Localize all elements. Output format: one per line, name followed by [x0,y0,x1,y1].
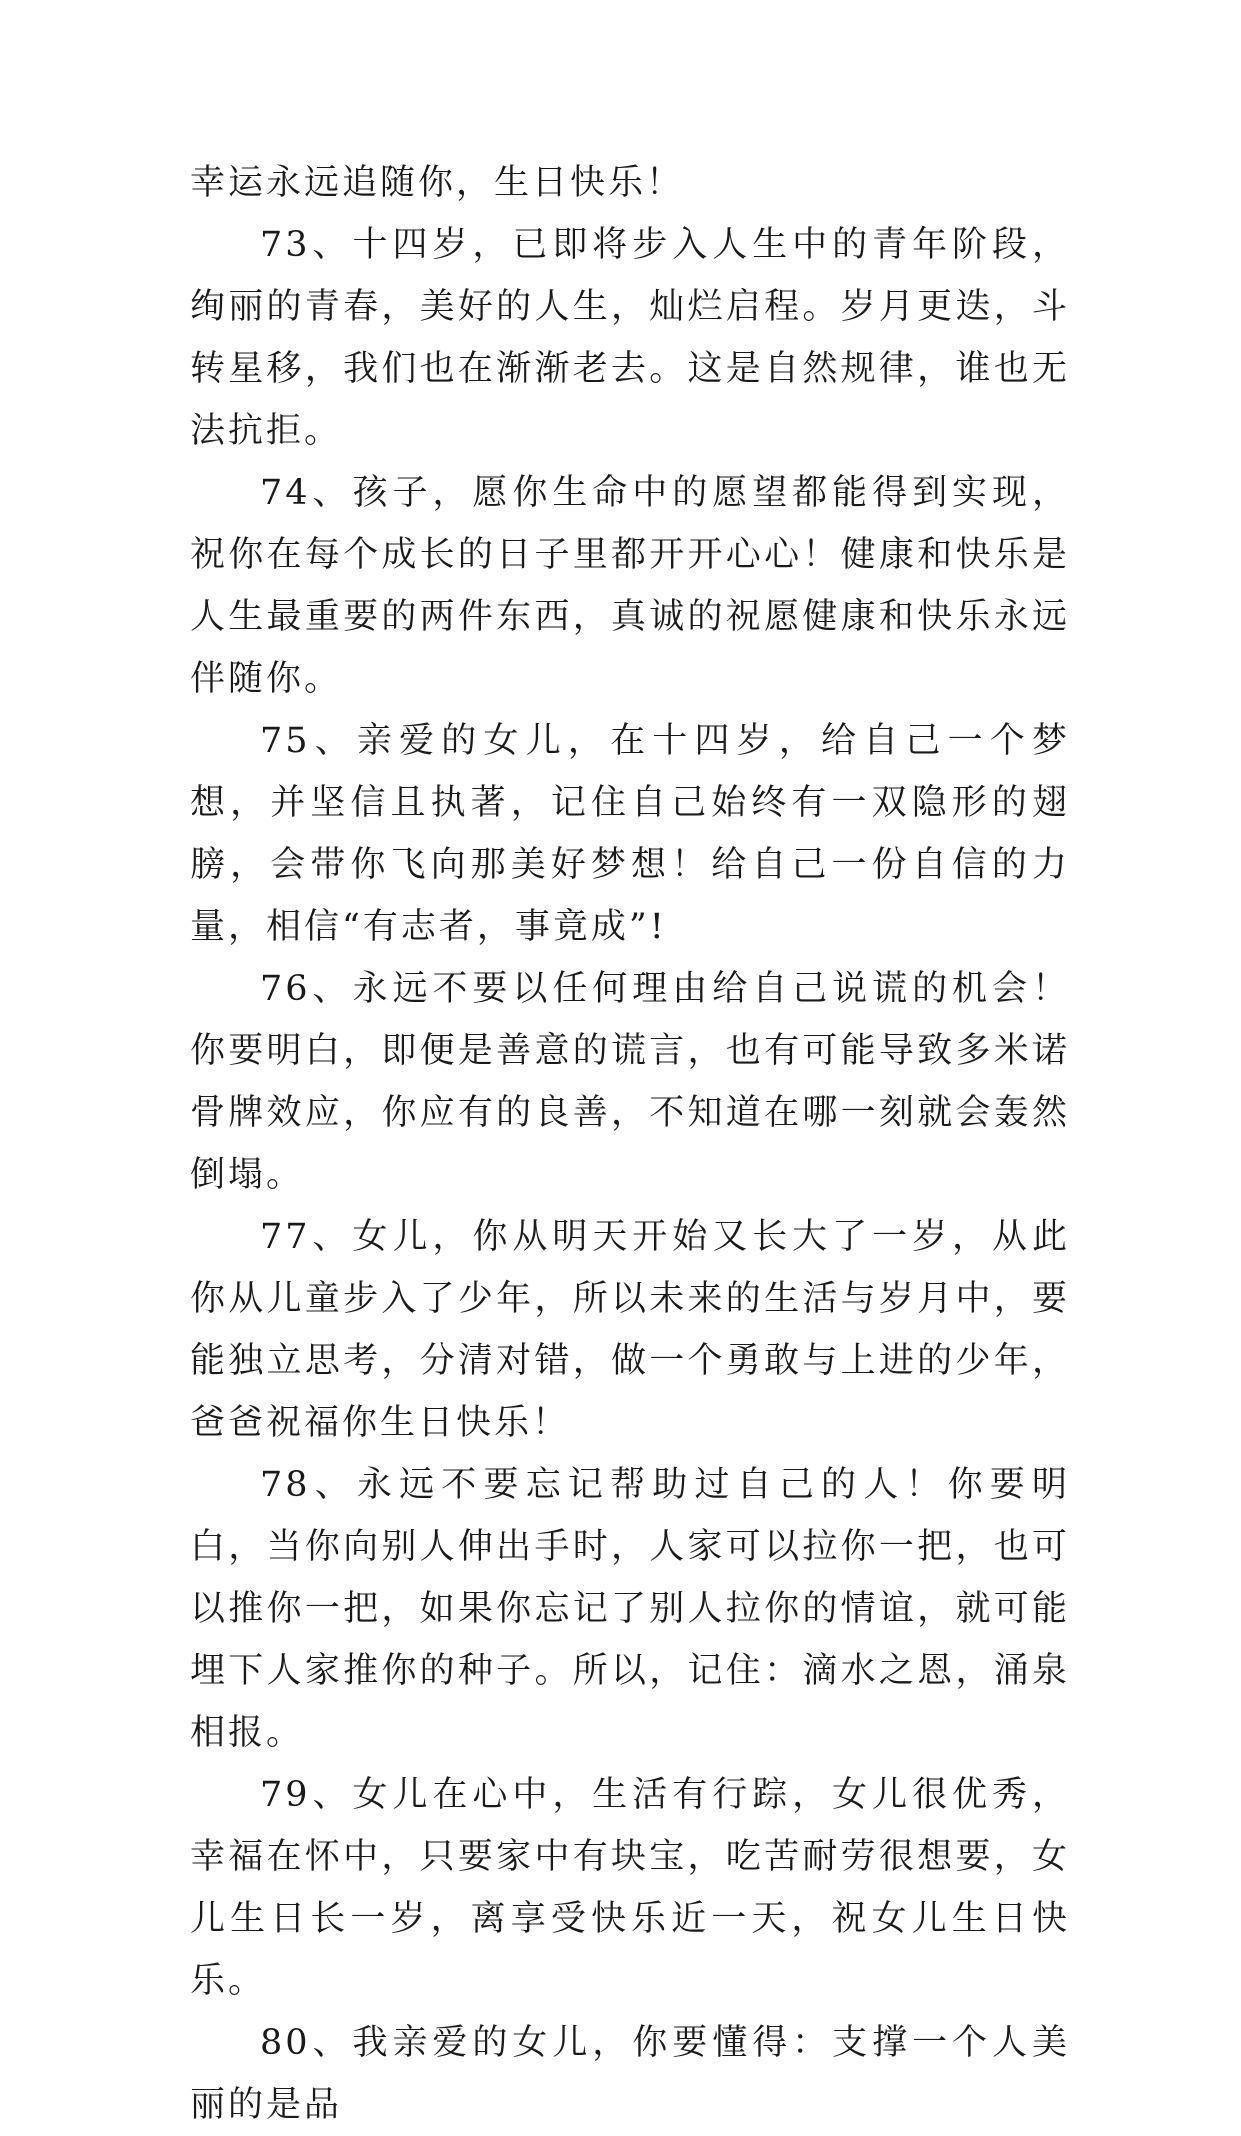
paragraph-74: 74、孩子，愿你生命中的愿望都能得到实现，祝你在每个成长的日子里都开开心心！健康和快乐是人生最重要的两件东西，真诚的祝愿健康和快乐永远伴随你。 [190,473,1070,699]
paragraph-80: 80、我亲爱的女儿，你要懂得：支撑一个人美丽的是品 [190,2023,1070,2125]
paragraph-77: 77、女儿，你从明天开始又长大了一岁，从此你从儿童步入了少年，所以未来的生活与岁月中，要能独立思考，分清对错，做一个勇敢与上进的少年，爸爸祝福你生日快乐！ [190,1217,1070,1443]
paragraph-79: 79、女儿在心中，生活有行踪，女儿很优秀，幸福在怀中，只要家中有块宝，吃苦耐劳很想要，女儿生日长一岁，离享受快乐近一天，祝女儿生日快乐。 [190,1775,1070,2001]
paragraph-continuation: 幸运永远追随你，生日快乐！ [190,163,685,203]
paragraph-75: 75、亲爱的女儿，在十四岁，给自己一个梦想，并坚信且执著，记住自己始终有一双隐形的翅膀，会带你飞向那美好梦想！给自己一份自信的力量，相信“有志者，事竟成”! [190,721,1070,947]
paragraph-73: 73、十四岁，已即将步入人生中的青年阶段，绚丽的青春，美好的人生，灿烂启程。岁月更迭，斗转星移，我们也在渐渐老去。这是自然规律，谁也无法抗拒。 [190,225,1070,451]
document-body [190,152,1070,2136]
paragraph-78: 78、永远不要忘记帮助过自己的人！你要明白，当你向别人伸出手时，人家可以拉你一把，也可以推你一把，如果你忘记了别人拉你的情谊，就可能埋下人家推你的种子。所以，记住：滴水之恩，涌泉相报。 [190,1465,1070,1753]
paragraph-76: 76、永远不要以任何理由给自己说谎的机会！你要明白，即便是善意的谎言，也有可能导致多米诺骨牌效应，你应有的良善，不知道在哪一刻就会轰然倒塌。 [190,969,1070,1195]
